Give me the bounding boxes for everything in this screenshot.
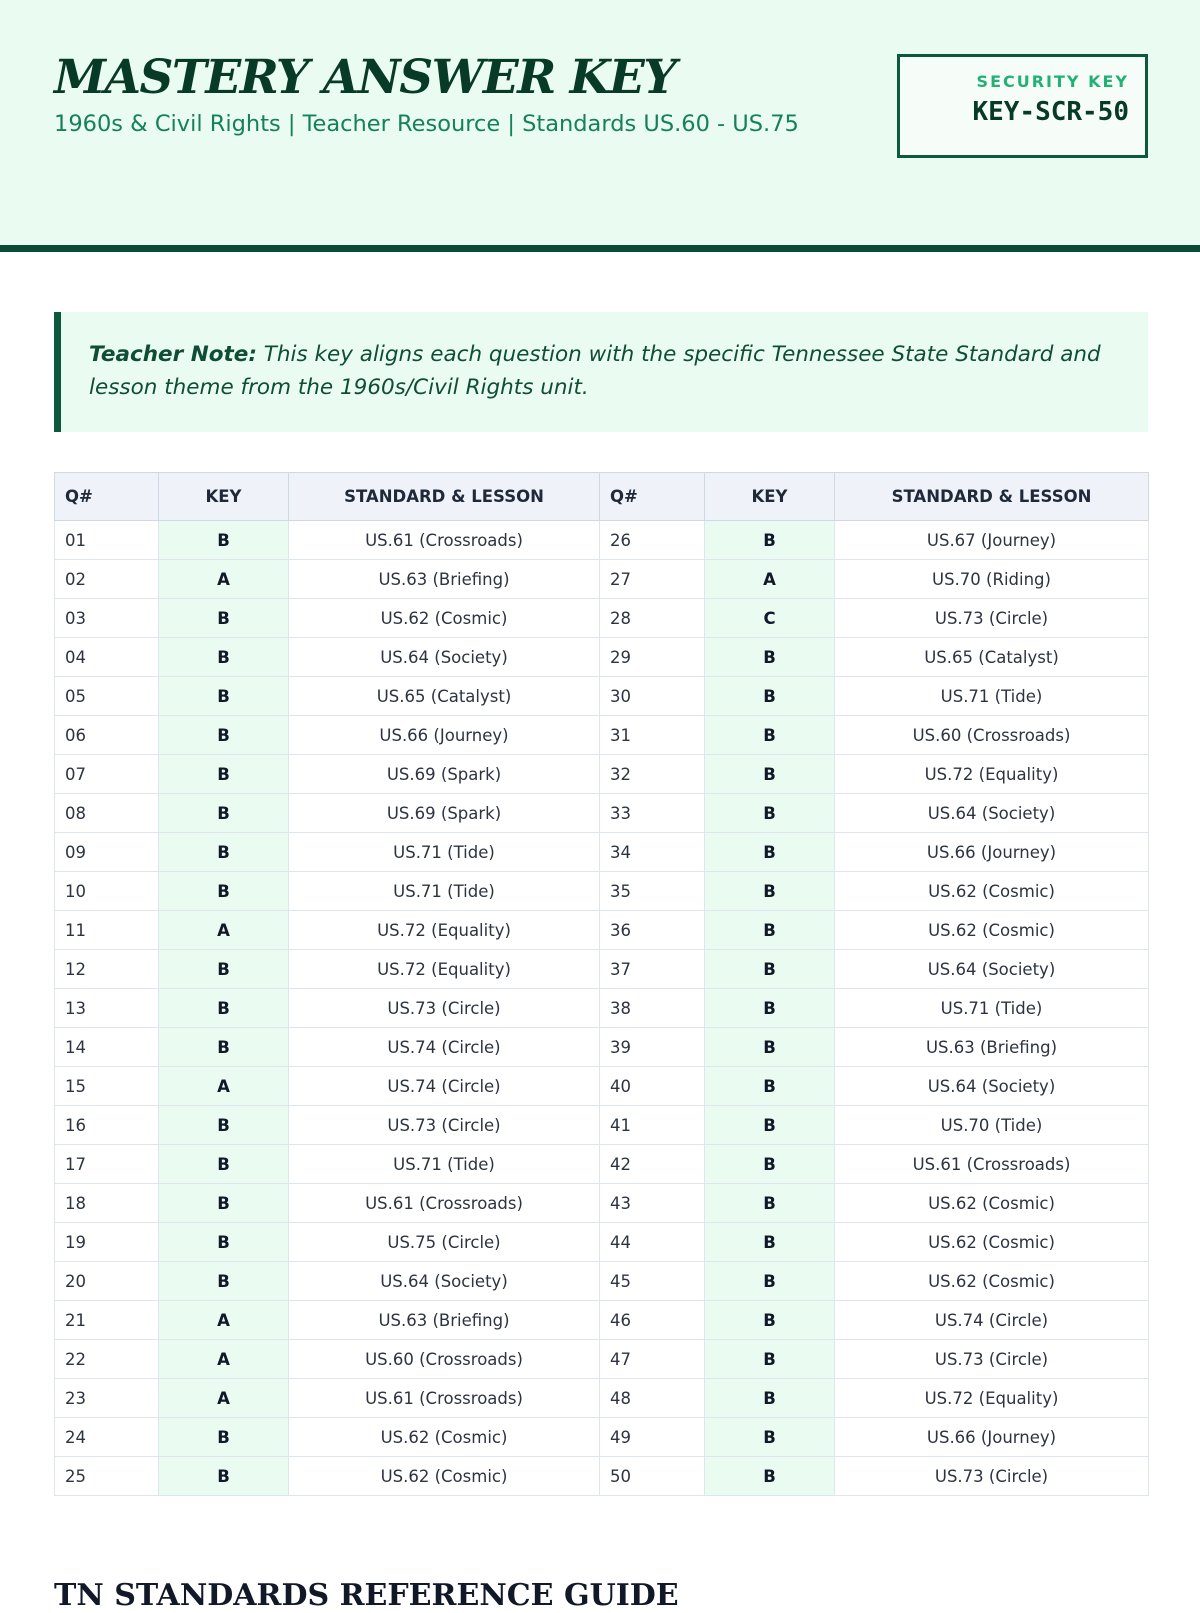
standard-lesson: US.61 (Crossroads)	[835, 1145, 1149, 1184]
standard-lesson: US.62 (Cosmic)	[289, 1418, 600, 1457]
question-number: 47	[600, 1340, 705, 1379]
answer-key: C	[705, 599, 835, 638]
standard-lesson: US.62 (Cosmic)	[289, 599, 600, 638]
standard-lesson: US.67 (Journey)	[835, 521, 1149, 560]
answer-key: B	[705, 1457, 835, 1496]
question-number: 07	[55, 755, 159, 794]
teacher-note-text: This key aligns each question with the specific Tennessee State Standard and lesson theme from the 1960s/Civil Rights unit.	[89, 342, 1101, 400]
answer-key: A	[159, 1379, 289, 1418]
standard-lesson: US.64 (Society)	[835, 1067, 1149, 1106]
question-number: 46	[600, 1301, 705, 1340]
standard-lesson: US.65 (Catalyst)	[835, 638, 1149, 677]
table-row	[55, 1340, 1149, 1379]
answer-key: B	[159, 950, 289, 989]
table-row	[55, 1028, 1149, 1067]
column-header-key: KEY	[705, 473, 835, 521]
answer-key: B	[159, 1145, 289, 1184]
question-number: 26	[600, 521, 705, 560]
question-number: 15	[55, 1067, 159, 1106]
answer-key: B	[159, 794, 289, 833]
standard-lesson: US.63 (Briefing)	[289, 560, 600, 599]
standard-lesson: US.64 (Society)	[835, 794, 1149, 833]
standard-lesson: US.61 (Crossroads)	[289, 1184, 600, 1223]
question-number: 16	[55, 1106, 159, 1145]
answer-key: B	[705, 989, 835, 1028]
answer-key: B	[705, 677, 835, 716]
teacher-note	[54, 312, 1148, 432]
standard-lesson: US.73 (Circle)	[835, 1457, 1149, 1496]
standard-lesson: US.62 (Cosmic)	[835, 1262, 1149, 1301]
standard-lesson: US.62 (Cosmic)	[835, 911, 1149, 950]
answer-key: B	[159, 989, 289, 1028]
answer-key: B	[705, 521, 835, 560]
question-number: 06	[55, 716, 159, 755]
table-row	[55, 794, 1149, 833]
standard-lesson: US.72 (Equality)	[835, 1379, 1149, 1418]
standard-lesson: US.63 (Briefing)	[835, 1028, 1149, 1067]
standard-lesson: US.74 (Circle)	[289, 1067, 600, 1106]
question-number: 13	[55, 989, 159, 1028]
table-row	[55, 1301, 1149, 1340]
table-row	[55, 1262, 1149, 1301]
question-number: 17	[55, 1145, 159, 1184]
question-number: 31	[600, 716, 705, 755]
standard-lesson: US.71 (Tide)	[289, 833, 600, 872]
answer-key: B	[705, 1262, 835, 1301]
answer-key: B	[159, 833, 289, 872]
question-number: 32	[600, 755, 705, 794]
answer-key: B	[705, 1418, 835, 1457]
answer-key: B	[705, 1184, 835, 1223]
question-number: 04	[55, 638, 159, 677]
standard-lesson: US.70 (Riding)	[835, 560, 1149, 599]
standard-lesson: US.74 (Circle)	[289, 1028, 600, 1067]
question-number: 05	[55, 677, 159, 716]
table-row	[55, 950, 1149, 989]
question-number: 28	[600, 599, 705, 638]
table-row	[55, 1106, 1149, 1145]
table-row	[55, 1223, 1149, 1262]
table-row	[55, 521, 1149, 560]
standard-lesson: US.62 (Cosmic)	[835, 1223, 1149, 1262]
question-number: 34	[600, 833, 705, 872]
question-number: 02	[55, 560, 159, 599]
standard-lesson: US.66 (Journey)	[289, 716, 600, 755]
question-number: 44	[600, 1223, 705, 1262]
standard-lesson: US.71 (Tide)	[289, 1145, 600, 1184]
answer-key: A	[159, 1301, 289, 1340]
question-number: 50	[600, 1457, 705, 1496]
question-number: 12	[55, 950, 159, 989]
standard-lesson: US.63 (Briefing)	[289, 1301, 600, 1340]
question-number: 27	[600, 560, 705, 599]
answer-key: B	[705, 950, 835, 989]
standard-lesson: US.73 (Circle)	[835, 1340, 1149, 1379]
table-row	[55, 677, 1149, 716]
answer-key-table	[54, 472, 1149, 1496]
table-row	[55, 911, 1149, 950]
question-number: 23	[55, 1379, 159, 1418]
question-number: 37	[600, 950, 705, 989]
standard-lesson: US.73 (Circle)	[289, 989, 600, 1028]
standard-lesson: US.64 (Society)	[835, 950, 1149, 989]
standard-lesson: US.71 (Tide)	[835, 677, 1149, 716]
column-header-question: Q#	[55, 473, 159, 521]
standard-lesson: US.73 (Circle)	[835, 599, 1149, 638]
column-header-standard: STANDARD & LESSON	[289, 473, 600, 521]
standard-lesson: US.69 (Spark)	[289, 794, 600, 833]
answer-key: B	[159, 1262, 289, 1301]
answer-key: B	[159, 599, 289, 638]
column-header-key: KEY	[159, 473, 289, 521]
answer-key: B	[705, 1340, 835, 1379]
table-row	[55, 1379, 1149, 1418]
answer-key: A	[159, 1067, 289, 1106]
question-number: 36	[600, 911, 705, 950]
answer-key: A	[159, 560, 289, 599]
column-header-standard: STANDARD & LESSON	[835, 473, 1149, 521]
answer-key: B	[705, 1106, 835, 1145]
standard-lesson: US.66 (Journey)	[835, 1418, 1149, 1457]
standard-lesson: US.75 (Circle)	[289, 1223, 600, 1262]
answer-key: B	[705, 755, 835, 794]
question-number: 48	[600, 1379, 705, 1418]
question-number: 45	[600, 1262, 705, 1301]
answer-key: B	[705, 911, 835, 950]
table-header-row	[55, 473, 1149, 521]
standard-lesson: US.71 (Tide)	[835, 989, 1149, 1028]
question-number: 14	[55, 1028, 159, 1067]
standard-lesson: US.62 (Cosmic)	[835, 1184, 1149, 1223]
table-row	[55, 1067, 1149, 1106]
table-row	[55, 755, 1149, 794]
answer-key: B	[159, 521, 289, 560]
standard-lesson: US.72 (Equality)	[289, 950, 600, 989]
table-row	[55, 1145, 1149, 1184]
question-number: 24	[55, 1418, 159, 1457]
table-row	[55, 989, 1149, 1028]
question-number: 41	[600, 1106, 705, 1145]
standard-lesson: US.62 (Cosmic)	[289, 1457, 600, 1496]
answer-key: B	[159, 1418, 289, 1457]
standard-lesson: US.65 (Catalyst)	[289, 677, 600, 716]
answer-key: A	[705, 560, 835, 599]
security-key-box	[897, 54, 1148, 158]
question-number: 18	[55, 1184, 159, 1223]
answer-key: B	[705, 1301, 835, 1340]
page-title: MASTERY ANSWER KEY	[54, 50, 676, 105]
answer-key: B	[159, 1106, 289, 1145]
standard-lesson: US.70 (Tide)	[835, 1106, 1149, 1145]
question-number: 33	[600, 794, 705, 833]
answer-key: B	[159, 677, 289, 716]
answer-key: B	[705, 1145, 835, 1184]
question-number: 08	[55, 794, 159, 833]
question-number: 03	[55, 599, 159, 638]
answer-key: A	[159, 911, 289, 950]
question-number: 42	[600, 1145, 705, 1184]
answer-key: B	[159, 872, 289, 911]
answer-key: B	[705, 1067, 835, 1106]
answer-key: B	[705, 1028, 835, 1067]
section-heading: TN STANDARDS REFERENCE GUIDE	[54, 1578, 679, 1613]
question-number: 10	[55, 872, 159, 911]
standard-lesson: US.61 (Crossroads)	[289, 521, 600, 560]
table-row	[55, 560, 1149, 599]
answer-key: B	[159, 1028, 289, 1067]
standard-lesson: US.60 (Crossroads)	[289, 1340, 600, 1379]
standard-lesson: US.66 (Journey)	[835, 833, 1149, 872]
standard-lesson: US.64 (Society)	[289, 1262, 600, 1301]
table-row	[55, 638, 1149, 677]
answer-key: B	[705, 1379, 835, 1418]
table-row	[55, 599, 1149, 638]
standard-lesson: US.73 (Circle)	[289, 1106, 600, 1145]
question-number: 22	[55, 1340, 159, 1379]
standard-lesson: US.60 (Crossroads)	[835, 716, 1149, 755]
table-row	[55, 1457, 1149, 1496]
answer-key: B	[159, 1184, 289, 1223]
answer-key: B	[159, 638, 289, 677]
question-number: 25	[55, 1457, 159, 1496]
security-key-label: SECURITY KEY	[976, 72, 1129, 91]
teacher-note-label: Teacher Note:	[89, 342, 257, 367]
security-key-value: KEY-SCR-50	[972, 97, 1129, 127]
answer-key: B	[159, 755, 289, 794]
standard-lesson: US.72 (Equality)	[289, 911, 600, 950]
question-number: 19	[55, 1223, 159, 1262]
answer-key: A	[159, 1340, 289, 1379]
answer-key: B	[705, 716, 835, 755]
answer-key: B	[705, 833, 835, 872]
question-number: 20	[55, 1262, 159, 1301]
answer-key: B	[705, 638, 835, 677]
answer-key: B	[705, 872, 835, 911]
question-number: 01	[55, 521, 159, 560]
table-row	[55, 872, 1149, 911]
standard-lesson: US.61 (Crossroads)	[289, 1379, 600, 1418]
table-row	[55, 833, 1149, 872]
question-number: 43	[600, 1184, 705, 1223]
standard-lesson: US.72 (Equality)	[835, 755, 1149, 794]
question-number: 21	[55, 1301, 159, 1340]
question-number: 30	[600, 677, 705, 716]
question-number: 29	[600, 638, 705, 677]
question-number: 40	[600, 1067, 705, 1106]
question-number: 49	[600, 1418, 705, 1457]
standard-lesson: US.74 (Circle)	[835, 1301, 1149, 1340]
question-number: 39	[600, 1028, 705, 1067]
table-row	[55, 1184, 1149, 1223]
standard-lesson: US.71 (Tide)	[289, 872, 600, 911]
page-header	[0, 0, 1200, 252]
answer-key: B	[159, 1223, 289, 1262]
standard-lesson: US.62 (Cosmic)	[835, 872, 1149, 911]
column-header-question: Q#	[600, 473, 705, 521]
standard-lesson: US.64 (Society)	[289, 638, 600, 677]
table-row	[55, 716, 1149, 755]
table-row	[55, 1418, 1149, 1457]
answer-key: B	[705, 794, 835, 833]
answer-key: B	[705, 1223, 835, 1262]
answer-key: B	[159, 716, 289, 755]
question-number: 11	[55, 911, 159, 950]
question-number: 35	[600, 872, 705, 911]
page-subtitle: 1960s & Civil Rights | Teacher Resource | Standards US.60 - US.75	[54, 111, 799, 137]
question-number: 38	[600, 989, 705, 1028]
question-number: 09	[55, 833, 159, 872]
answer-key: B	[159, 1457, 289, 1496]
standard-lesson: US.69 (Spark)	[289, 755, 600, 794]
